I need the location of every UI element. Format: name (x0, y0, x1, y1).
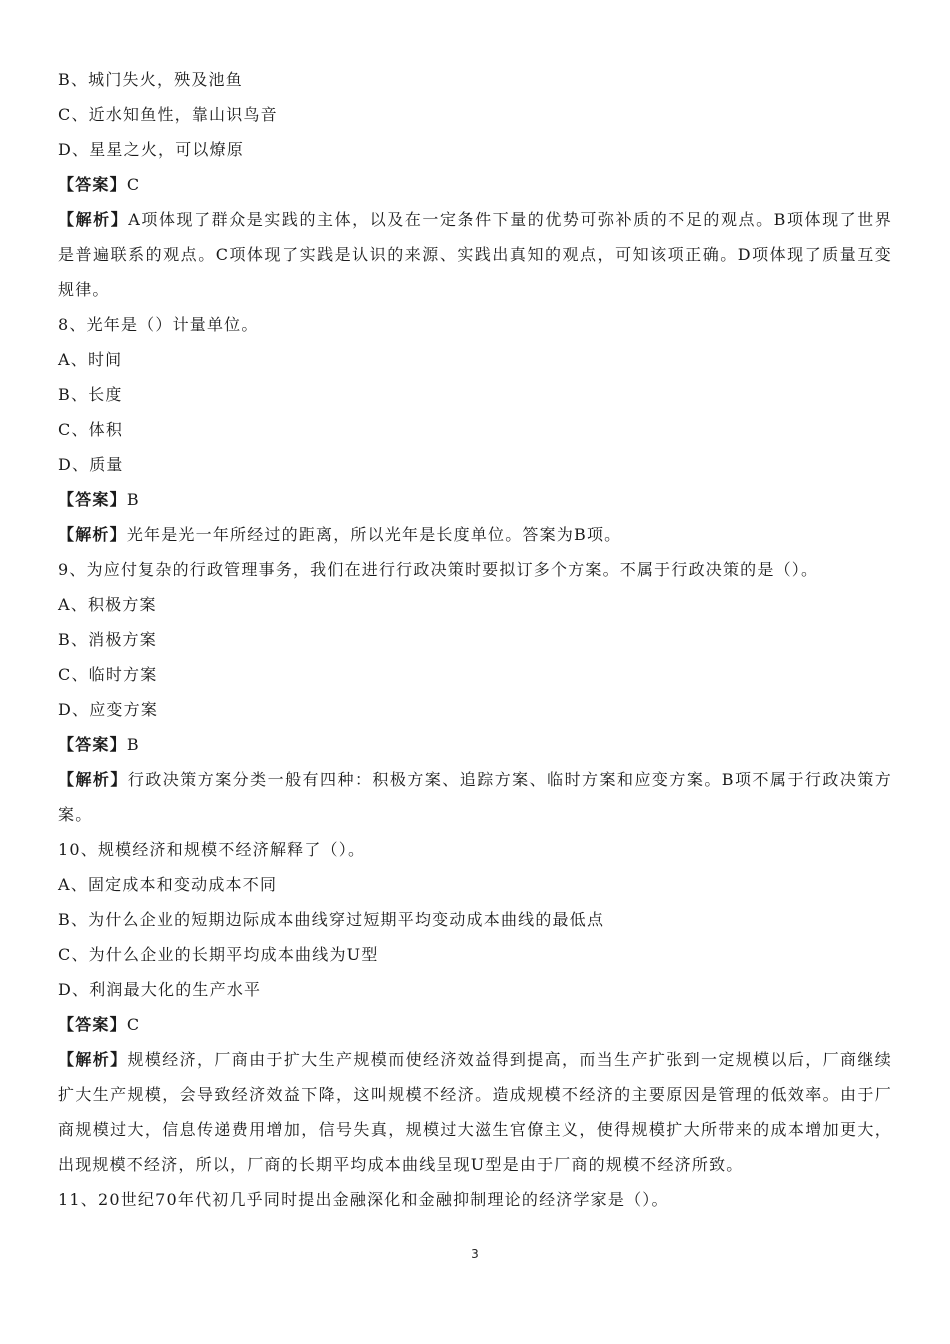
q8-option-d: D、质量 (58, 455, 124, 474)
answer-tag: 【答案】 (58, 175, 127, 194)
q8-question: 8、光年是（）计量单位。 (58, 315, 259, 334)
q8-option-c: C、体积 (58, 420, 124, 439)
q7-option-c: C、近水知鱼性，靠山识鸟音 (58, 105, 278, 124)
q10-option-a: A、固定成本和变动成本不同 (58, 875, 278, 894)
q7-option-d: D、星星之火，可以燎原 (58, 140, 245, 159)
analysis-tag: 【解析】 (58, 770, 128, 789)
q9-option-c: C、临时方案 (58, 665, 158, 684)
q8-answer (58, 482, 892, 517)
q7-analysis (58, 202, 892, 307)
analysis-text: A项体现了群众是实践的主体，以及在一定条件下量的优势可弥补质的不足的观点。B项体现了世界是普遍联系的观点。C项体现了实践是认识的来源、实践出真知的观点，可知该项正确。D项体现了质量互变规律。 (58, 210, 892, 299)
document-page (58, 62, 892, 1217)
q10-analysis (58, 1042, 892, 1182)
analysis-tag: 【解析】 (58, 1050, 128, 1069)
q9-analysis (58, 762, 892, 832)
q11-question: 11、20世纪70年代初几乎同时提出金融深化和金融抑制理论的经济学家是（）。 (58, 1190, 669, 1209)
answer-value: C (126, 175, 141, 194)
q8-option-b: B、长度 (58, 385, 123, 404)
q10-question: 10、规模经济和规模不经济解释了（）。 (58, 840, 366, 859)
q9-option-d: D、应变方案 (58, 700, 159, 719)
answer-value: C (126, 1015, 141, 1034)
q10-option-c: C、为什么企业的长期平均成本曲线为U型 (58, 945, 379, 964)
answer-value: B (126, 735, 140, 754)
q10-answer (58, 1007, 892, 1042)
q10-option-d: D、利润最大化的生产水平 (58, 980, 262, 999)
q7-option-b: B、城门失火，殃及池鱼 (58, 70, 243, 89)
q9-option-b: B、消极方案 (58, 630, 157, 649)
answer-tag: 【答案】 (58, 490, 127, 509)
answer-tag: 【答案】 (58, 735, 127, 754)
answer-value: B (126, 490, 140, 509)
analysis-text: 行政决策方案分类一般有四种：积极方案、追踪方案、临时方案和应变方案。B项不属于行政决策方案。 (58, 770, 892, 824)
analysis-text: 光年是光一年所经过的距离，所以光年是长度单位。答案为B项。 (126, 525, 622, 544)
q10-option-b: B、为什么企业的短期边际成本曲线穿过短期平均变动成本曲线的最低点 (58, 910, 605, 929)
answer-tag: 【答案】 (58, 1015, 127, 1034)
q9-question: 9、为应付复杂的行政管理事务，我们在进行行政决策时要拟订多个方案。不属于行政决策的是（）。 (58, 560, 819, 579)
analysis-text: 规模经济，厂商由于扩大生产规模而使经济效益得到提高，而当生产扩张到一定规模以后，厂商继续扩大生产规模，会导致经济效益下降，这叫规模不经济。造成规模不经济的主要原因是管理的低效率。由于厂商规模过大，信息传递费用增加，信号失真，规模过大滋生官僚主义，使得规模扩大所带来的成本增加更大，出现规模不经济，所以，厂商的长期平均成本曲线呈现U型是由于厂商的规模不经济所致。 (58, 1050, 892, 1174)
q8-option-a: A、时间 (58, 350, 123, 369)
q9-option-a: A、积极方案 (58, 595, 157, 614)
analysis-tag: 【解析】 (58, 210, 129, 229)
q8-analysis (58, 517, 892, 552)
q9-answer (58, 727, 892, 762)
analysis-tag: 【解析】 (58, 525, 127, 544)
q7-answer (58, 167, 892, 202)
page-number: 3 (471, 1247, 479, 1261)
